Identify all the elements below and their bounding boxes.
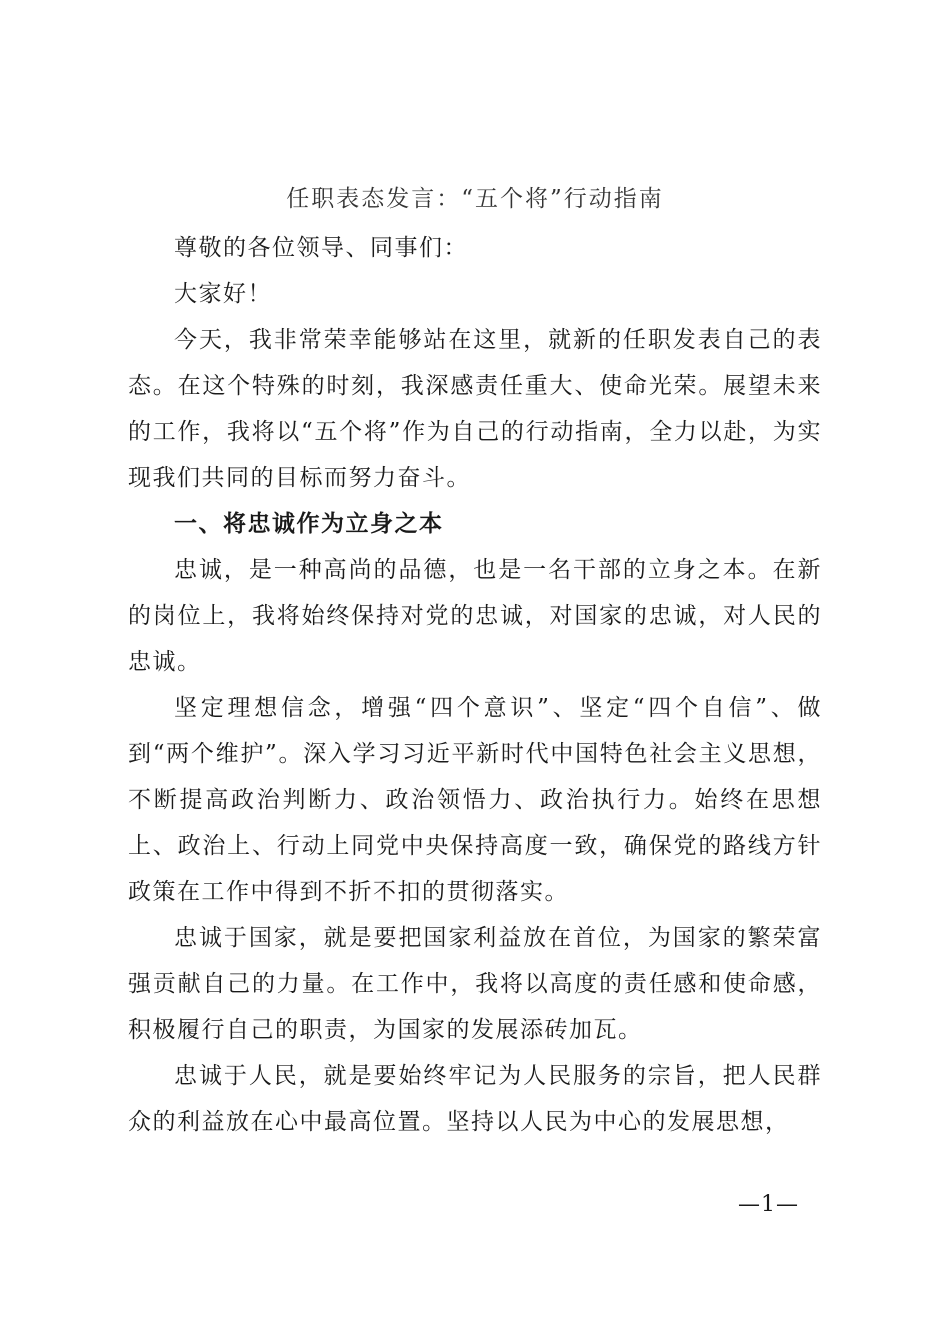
page-number: —1— (738, 1192, 799, 1217)
paragraph: 忠诚于人民，就是要始终牢记为人民服务的宗旨，把人民群众的利益放在心中最高位置。坚持以人民为中心的发展思想， (128, 1063, 822, 1135)
intro-paragraph: 今天，我非常荣幸能够站在这里，就新的任职发表自己的表态。在这个特殊的时刻，我深感责任重大、使命光荣。展望未来的工作，我将以“五个将”作为自己的行动指南，全力以赴，为实现我们共同的目标而努力奋斗。 (128, 327, 822, 491)
salutation: 尊敬的各位领导、同事们： (174, 235, 468, 261)
document-title: 任职表态发言：“五个将”行动指南 (286, 186, 664, 212)
paragraph: 忠诚于国家，就是要把国家利益放在首位，为国家的繁荣富强贡献自己的力量。在工作中，我将以高度的责任感和使命感，积极履行自己的职责，为国家的发展添砖加瓦。 (128, 925, 822, 1043)
paragraph: 忠诚，是一种高尚的品德，也是一名干部的立身之本。在新的岗位上，我将始终保持对党的忠诚，对国家的忠诚，对人民的忠诚。 (128, 557, 822, 675)
document-body (128, 225, 822, 1145)
greeting: 大家好！ (174, 281, 272, 307)
paragraph: 坚定理想信念，增强“四个意识”、坚定“四个自信”、做到“两个维护”。深入学习习近平新时代中国特色社会主义思想，不断提高政治判断力、政治领悟力、政治执行力。始终在思想上、政治上、行动上同党中央保持高度一致，确保党的路线方针政策在工作中得到不折不扣的贯彻落实。 (128, 695, 822, 905)
section-heading: 一、将忠诚作为立身之本 (174, 511, 444, 537)
